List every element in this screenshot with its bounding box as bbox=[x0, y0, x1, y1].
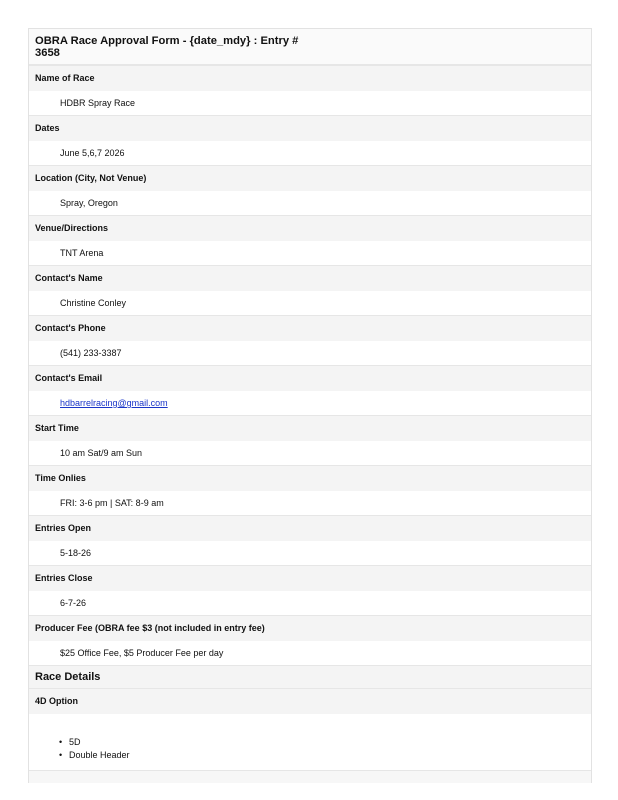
contact-email-link[interactable]: hdbarrelracing@gmail.com bbox=[60, 398, 168, 408]
field-value-venue: TNT Arena bbox=[29, 241, 591, 265]
field-label-contact-phone: Contact's Phone bbox=[29, 315, 591, 341]
field-label-race-name: Name of Race bbox=[29, 65, 591, 91]
option-label: Double Header bbox=[69, 750, 130, 760]
field-value-dates: June 5,6,7 2026 bbox=[29, 141, 591, 165]
field-value-entries-open: 5-18-26 bbox=[29, 541, 591, 565]
list-item bbox=[57, 736, 591, 749]
list-item bbox=[57, 749, 591, 762]
field-label-4d-option: 4D Option bbox=[29, 689, 591, 714]
field-value-entries-close: 6-7-26 bbox=[29, 591, 591, 615]
field-label-venue: Venue/Directions bbox=[29, 215, 591, 241]
form-title bbox=[29, 29, 591, 65]
field-label-location: Location (City, Not Venue) bbox=[29, 165, 591, 191]
field-value-producer-fee: $25 Office Fee, $5 Producer Fee per day bbox=[29, 641, 591, 665]
field-label-start-time: Start Time bbox=[29, 415, 591, 441]
field-label-dates: Dates bbox=[29, 115, 591, 141]
section-title-race-details: Race Details bbox=[29, 665, 591, 689]
field-label-contact-name: Contact's Name bbox=[29, 265, 591, 291]
bullet-icon: • bbox=[59, 737, 63, 747]
field-value-contact-phone: (541) 233-3387 bbox=[29, 341, 591, 365]
form-continuation-row bbox=[29, 770, 591, 783]
bullet-icon: • bbox=[59, 750, 63, 760]
field-label-time-onlies: Time Onlies bbox=[29, 465, 591, 491]
field-label-contact-email: Contact's Email bbox=[29, 365, 591, 391]
race-approval-form bbox=[28, 28, 592, 783]
field-label-entries-open: Entries Open bbox=[29, 515, 591, 541]
field-value-4d-option bbox=[29, 714, 591, 770]
form-title-line1: OBRA Race Approval Form - {date_mdy} : Entry # bbox=[35, 35, 299, 47]
field-label-entries-close: Entries Close bbox=[29, 565, 591, 591]
field-value-contact-name: Christine Conley bbox=[29, 291, 591, 315]
field-value-location: Spray, Oregon bbox=[29, 191, 591, 215]
field-value-start-time: 10 am Sat/9 am Sun bbox=[29, 441, 591, 465]
field-value-contact-email bbox=[29, 391, 591, 415]
field-value-time-onlies: FRI: 3-6 pm | SAT: 8-9 am bbox=[29, 491, 591, 515]
field-value-race-name: HDBR Spray Race bbox=[29, 91, 591, 115]
option-list bbox=[57, 736, 591, 762]
option-label: 5D bbox=[69, 737, 81, 747]
field-label-producer-fee: Producer Fee (OBRA fee $3 (not included in entry fee) bbox=[29, 615, 591, 641]
form-title-entry-number: 3658 bbox=[35, 47, 60, 59]
